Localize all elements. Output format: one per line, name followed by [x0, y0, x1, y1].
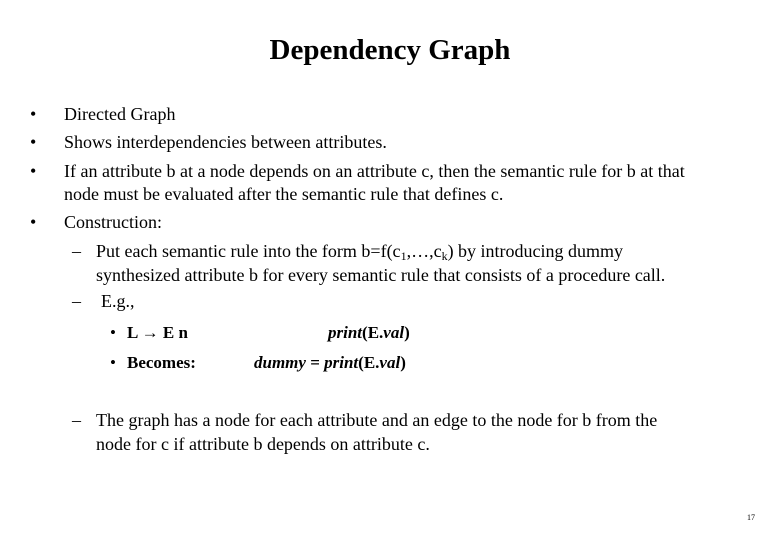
- action-arg: (E.: [362, 323, 384, 342]
- sub-bullet-marker: •: [110, 323, 116, 342]
- construction-item-graph-line2: node for c if attribute b depends on attribute c.: [96, 434, 430, 454]
- production-rhs: E n: [162, 323, 188, 342]
- dash-marker: –: [72, 241, 81, 261]
- equals-sign: =: [305, 353, 325, 372]
- becomes-fn: print: [324, 353, 359, 372]
- bullet-attribute-depends-line2: node must be evaluated after the semantic rule that defines c.: [64, 184, 504, 204]
- becomes-label: Becomes:: [127, 353, 196, 372]
- arrow-icon: →: [141, 323, 159, 342]
- bullet-marker: •: [30, 161, 37, 181]
- bullet-directed-graph: Directed Graph: [64, 104, 176, 124]
- action-close: ): [404, 323, 410, 342]
- bullet-interdependencies: Shows interdependencies between attributes.: [64, 132, 387, 152]
- semantic-rule-text-b: ,…,c: [406, 241, 442, 261]
- dummy-var: dummy: [254, 353, 306, 372]
- subscript-k: k: [441, 249, 448, 263]
- bullet-marker: •: [30, 104, 37, 124]
- action-fn: print: [328, 323, 363, 342]
- bullet-attribute-depends-line1: If an attribute b at a node depends on an attribute c, then the semantic rule for b at that: [64, 161, 685, 181]
- bullet-construction: Construction:: [64, 212, 162, 232]
- semantic-action: [328, 322, 410, 344]
- becomes-arg: (E.: [358, 353, 380, 372]
- sub-bullet-marker: •: [110, 353, 116, 372]
- bullet-marker: •: [30, 212, 37, 232]
- page-number: 17: [747, 513, 755, 522]
- construction-item-graph-line1: The graph has a node for each attribute and an edge to the node for b from the: [96, 410, 658, 430]
- action-val: val: [383, 323, 405, 342]
- dash-marker: –: [72, 291, 81, 311]
- construction-item-semantic-rule-line2: synthesized attribute b for every semantic rule that consists of a procedure call.: [96, 265, 666, 285]
- slide-title: Dependency Graph: [269, 34, 511, 66]
- construction-item-semantic-rule-line1: [96, 240, 623, 267]
- becomes-val: val: [379, 353, 401, 372]
- semantic-rule-text-c: ) by introducing dummy: [447, 241, 624, 261]
- semantic-rule-text-a: Put each semantic rule into the form b=f(c: [96, 241, 401, 261]
- grammar-production: [127, 322, 188, 344]
- becomes-close: ): [400, 353, 406, 372]
- becomes-action: [254, 352, 406, 374]
- construction-item-example: E.g.,: [101, 291, 135, 311]
- bullet-marker: •: [30, 132, 37, 152]
- dash-marker: –: [72, 410, 81, 430]
- subscript-1: 1: [400, 249, 407, 263]
- production-lhs: L: [127, 323, 138, 342]
